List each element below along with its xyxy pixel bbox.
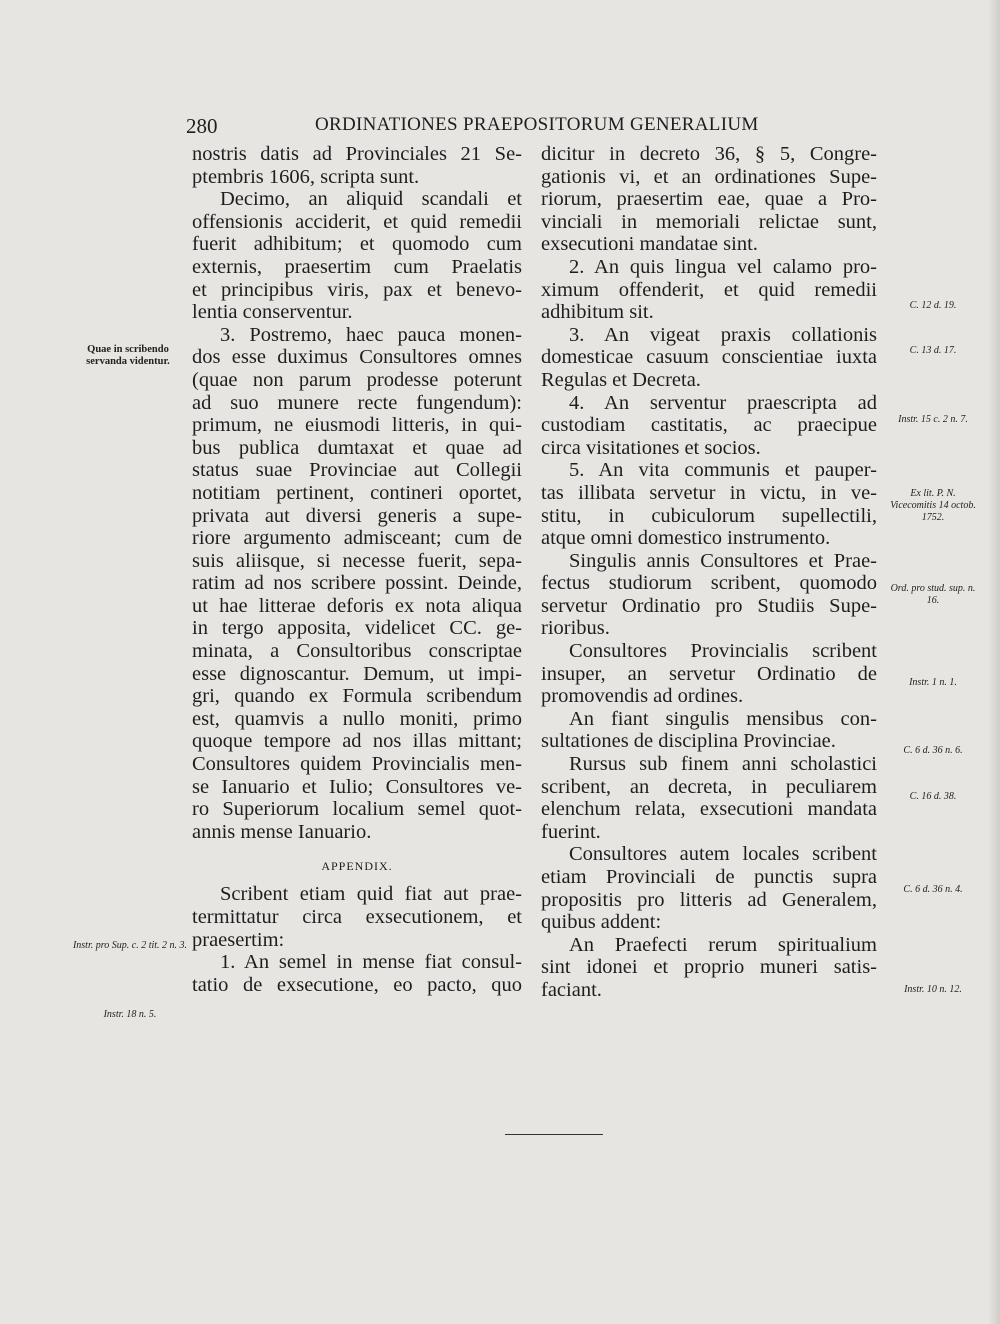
text-line: custodiam castitatis, ac praecipue bbox=[541, 414, 877, 437]
margin-note-instr-1: Instr. 1 n. 1. bbox=[909, 677, 957, 688]
text-line: sultationes de disciplina Provinciae. bbox=[541, 730, 836, 753]
text-line: fuerint. bbox=[541, 820, 601, 843]
margin-note-c13: C. 13 d. 17. bbox=[909, 345, 957, 356]
text-line: 1. An semel in mense fiat consul- bbox=[220, 951, 522, 974]
margin-note-instr-15: Instr. 15 c. 2 n. 7. bbox=[898, 414, 968, 425]
text-line: quoque tempore ad nos illas mittant; bbox=[192, 730, 522, 753]
text-line: Decimo, an aliquid scandali et bbox=[220, 188, 522, 211]
text-line: se Ianuario et Iulio; Consultores ve- bbox=[192, 775, 522, 798]
text-line: elenchum relata, exsecutioni mandata bbox=[541, 798, 877, 821]
text-line: ptembris 1606, scripta sunt. bbox=[192, 165, 420, 188]
text-line: offensionis acciderit, et quid remedii bbox=[192, 210, 522, 233]
margin-note-c12: C. 12 d. 19. bbox=[909, 300, 957, 311]
text-line: scribent, an decreta, in peculiarem bbox=[541, 775, 877, 798]
text-line: Singulis annis Consultores et Prae- bbox=[569, 549, 877, 572]
text-line: 3. An vigeat praxis collationis bbox=[569, 323, 877, 346]
end-rule bbox=[505, 1134, 603, 1135]
text-line: Consultores Provincialis scribent bbox=[569, 640, 877, 663]
text-line: fectus studiorum scribent, quomodo bbox=[541, 572, 877, 595]
text-line: fuerit adhibitum; et quomodo cum bbox=[192, 233, 522, 256]
text-line: suis aliisque, si necesse fuerit, sepa- bbox=[192, 549, 522, 572]
text-line: quibus addent: bbox=[541, 911, 662, 934]
text-line: externis, praesertim cum Praelatis bbox=[192, 255, 522, 278]
page-number: 280 bbox=[186, 114, 218, 138]
text-line: promovendis ad ordines. bbox=[541, 685, 744, 708]
text-line: adhibitum sit. bbox=[541, 301, 654, 324]
running-title: ORDINATIONES PRAEPOSITORUM GENERALIUM bbox=[315, 114, 759, 135]
margin-note-quae: Quae in scribendo servanda videntur. bbox=[86, 344, 170, 367]
margin-note-c6-d36-n6: C. 6 d. 36 n. 6. bbox=[903, 745, 963, 756]
text-line: gationis vi, et an ordinationes Supe- bbox=[541, 165, 877, 188]
text-line: gri, quando ex Formula scribendum bbox=[192, 685, 522, 708]
text-line: etiam Provinciali de punctis supra bbox=[541, 866, 877, 888]
text-line: servetur Ordinatio pro Studiis Supe- bbox=[541, 594, 877, 617]
text-line: ut hae litterae deforis ex nota aliqua bbox=[192, 594, 522, 617]
text-line: est, quamvis a nullo moniti, primo bbox=[192, 707, 522, 730]
text-line: ro Superiorum localium semel quot- bbox=[192, 798, 522, 821]
text-line: lentia conserventur. bbox=[192, 301, 353, 324]
text-line: circa visitationes et socios. bbox=[541, 436, 761, 459]
margin-note-instr-18: Instr. 18 n. 5. bbox=[103, 1009, 157, 1020]
margin-note-ord-pro-stud: Ord. pro stud. sup. n. 16. bbox=[890, 583, 976, 606]
text-line: insuper, an servetur Ordinatio de bbox=[541, 662, 877, 685]
text-line: vinciali in memoriali relictae sunt, bbox=[541, 210, 877, 233]
margin-note-instr-10: Instr. 10 n. 12. bbox=[904, 984, 962, 995]
text-line: ximum offenderit, et quid remedii bbox=[541, 278, 877, 301]
text-line: 2. An quis lingua vel calamo pro- bbox=[569, 255, 877, 278]
text-line: atque omni domestico instrumento. bbox=[541, 527, 831, 550]
text-line: ratim ad nos scribere possint. Deinde, bbox=[192, 572, 522, 595]
text-line: riorum, praesertim eae, quae a Pro- bbox=[541, 188, 877, 211]
text-line: An fiant singulis mensibus con- bbox=[569, 707, 877, 730]
text-line: Consultores autem locales scribent bbox=[569, 843, 877, 866]
text-line: sint idonei et proprio muneri satis- bbox=[541, 956, 877, 979]
text-line: 4. An serventur praescripta ad bbox=[569, 391, 877, 414]
text-line: dicitur in decreto 36, § 5, Congre- bbox=[541, 143, 877, 165]
text-line: et principibus viris, pax et benevo- bbox=[192, 278, 522, 301]
text-line: esse dignoscantur. Demum, ut impi- bbox=[192, 662, 522, 685]
page-edge-shadow bbox=[988, 0, 1000, 1324]
text-line: notitiam pertinent, contineri oportet, bbox=[192, 481, 522, 504]
text-line: primum, ne eiusmodi litteris, in qui- bbox=[192, 414, 522, 437]
text-line: tas illibata servetur in victu, in ve- bbox=[541, 481, 877, 504]
text-line: (quae non parum prodesse poterunt bbox=[192, 368, 522, 391]
text-line: status suae Provinciae aut Collegii bbox=[192, 459, 522, 482]
right-column bbox=[541, 143, 877, 1002]
text-line: minata, a Consultoribus conscriptae bbox=[192, 640, 522, 663]
text-line: propositis pro litteris ad Generalem, bbox=[541, 888, 877, 911]
text-line: 5. An vita communis et pauper- bbox=[569, 459, 877, 482]
text-line: faciant. bbox=[541, 978, 602, 1001]
text-line: Consultores quidem Provincialis men- bbox=[192, 753, 522, 776]
text-line: domesticae casuum conscientiae iuxta bbox=[541, 346, 877, 369]
text-line: ad suo munere recte fungendum): bbox=[192, 391, 522, 414]
text-line: bus publica dumtaxat et quae ad bbox=[192, 436, 522, 459]
text-line: tatio de exsecutione, eo pacto, quo bbox=[192, 973, 522, 996]
text-line: in tergo apposita, videlicet CC. ge- bbox=[192, 617, 522, 640]
margin-note-c16: C. 16 d. 38. bbox=[909, 791, 957, 802]
text-line: Rursus sub finem anni scholastici bbox=[569, 753, 877, 776]
text-line: dos esse duximus Consultores omnes bbox=[192, 346, 522, 369]
text-line: stitu, in cubiculorum supellectili, bbox=[541, 504, 877, 527]
left-column bbox=[192, 143, 522, 996]
text-line: termittatur circa exsecutionem, et bbox=[192, 906, 522, 928]
text-line: An Praefecti rerum spiritualium bbox=[569, 933, 877, 956]
margin-note-ex-lit: Ex lit. P. N. Vicecomitis 14 octob. 1752. bbox=[890, 488, 976, 523]
text-line: Scribent etiam quid fiat aut prae- bbox=[220, 883, 522, 906]
text-line: praesertim: bbox=[192, 928, 285, 951]
text-line: 3. Postremo, haec pauca monen- bbox=[220, 323, 522, 346]
margin-note-c6-d36-n4: C. 6 d. 36 n. 4. bbox=[903, 884, 963, 895]
text-line: nostris datis ad Provinciales 21 Se- bbox=[192, 143, 522, 165]
text-line: annis mense Ianuario. bbox=[192, 820, 372, 843]
margin-note-instr-pro-sup: Instr. pro Sup. c. 2 tit. 2 n. 3. bbox=[72, 940, 188, 951]
text-line: riore argumento admisceant; cum de bbox=[192, 527, 522, 550]
text-line: exsecutioni mandatae sint. bbox=[541, 233, 758, 256]
text-line: privata aut diversi generis a supe- bbox=[192, 504, 522, 527]
appendix-heading: APPENDIX. bbox=[321, 859, 393, 874]
text-line: rioribus. bbox=[541, 617, 610, 640]
text-line: Regulas et Decreta. bbox=[541, 368, 701, 391]
